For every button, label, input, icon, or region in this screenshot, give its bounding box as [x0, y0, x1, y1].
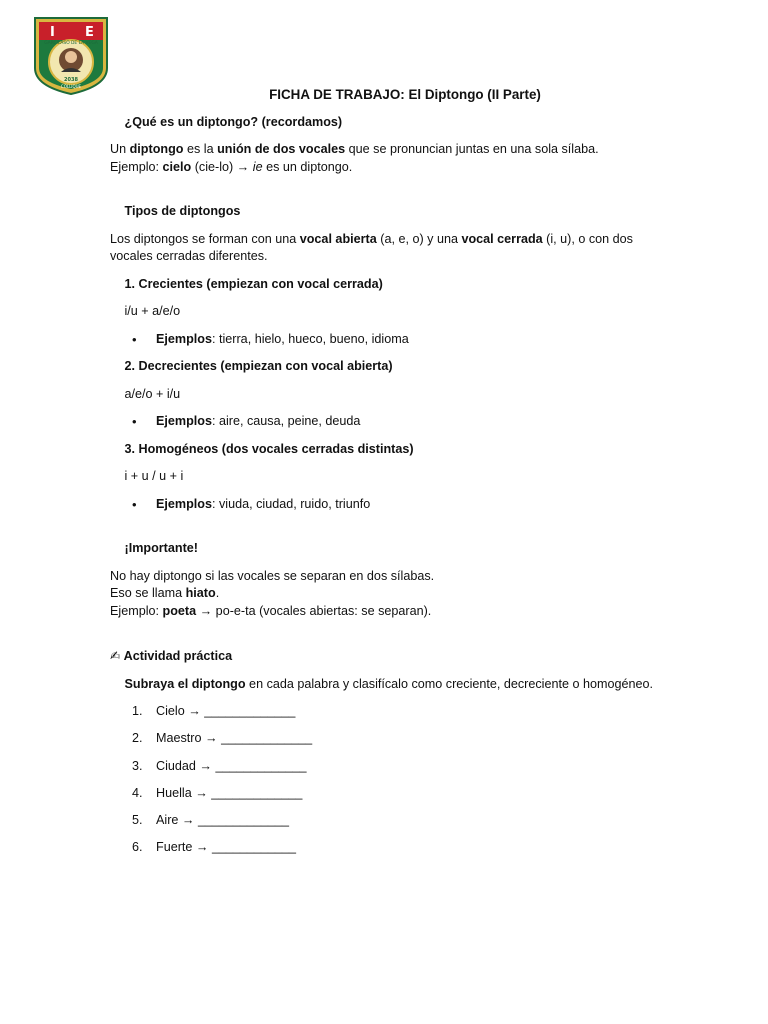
activity-list	[110, 703, 670, 857]
svg-text:COLLIQUE: COLLIQUE	[60, 84, 82, 89]
svg-text:2038: 2038	[64, 77, 78, 83]
list-item: • Ejemplos: viuda, ciudad, ruido, triunfo	[110, 496, 670, 514]
examples-list	[110, 413, 670, 431]
school-logo	[33, 16, 109, 96]
example-line: Ejemplo: cielo (cie-lo) → ie es un diptongo.	[110, 159, 353, 174]
subheading-crecientes: 1. Crecientes (empiezan con vocal cerrada)	[124, 276, 383, 291]
tipos-intro: Los diptongos se forman con una vocal abierta (a, e, o) y una vocal cerrada (i, u), o con dos vocales cerradas diferentes.	[110, 231, 633, 263]
activity-item: 2. Maestro → _____________	[132, 731, 313, 746]
examples-list	[110, 496, 670, 514]
svg-text:GARCILASO DE LA VEGA: GARCILASO DE LA VEGA	[44, 41, 98, 46]
examples-list	[110, 331, 670, 349]
section-heading-importante: ¡Importante!	[124, 541, 198, 555]
activity-instructions: Subraya el diptongo en cada palabra y clasifícalo como creciente, decreciente o homogéneo.	[124, 676, 654, 691]
importante-line: No hay diptongo si las vocales se separan en dos sílabas.	[110, 568, 435, 583]
page-title: FICHA DE TRABAJO: El Diptongo (II Parte)	[269, 87, 541, 102]
svg-text:E: E	[85, 25, 94, 40]
svg-text:I: I	[50, 25, 55, 40]
writing-hand-icon: ✍	[110, 648, 121, 663]
section-heading-tipos: Tipos de diptongos	[124, 204, 241, 218]
definition-line: Un diptongo es la unión de dos vocales que se pronuncian juntas en una sola sílaba.	[110, 142, 599, 156]
activity-item: 3. Ciudad → _____________	[132, 758, 307, 773]
subheading-decrecientes: 2. Decrecientes (empiezan con vocal abierta)	[124, 359, 393, 373]
section-heading-que-es: ¿Qué es un diptongo? (recordamos)	[124, 114, 343, 129]
worksheet	[110, 84, 670, 867]
list-item: • Ejemplos: aire, causa, peine, deuda	[110, 413, 670, 431]
formula-homogeneos: i + u / u + i	[124, 469, 184, 483]
activity-item: 4. Huella → _____________	[132, 785, 303, 800]
importante-line: Eso se llama hiato.	[110, 586, 220, 600]
section-heading-actividad: ✍ Actividad práctica	[110, 648, 233, 663]
importante-line: Ejemplo: poeta → po-e-ta (vocales abiertas: se separan).	[110, 603, 432, 618]
list-item: • Ejemplos: tierra, hielo, hueco, bueno, idioma	[110, 331, 670, 349]
formula-decrecientes: a/e/o + i/u	[124, 386, 181, 401]
formula-crecientes: i/u + a/e/o	[124, 304, 181, 318]
activity-item: 6. Fuerte → ____________	[132, 840, 297, 855]
activity-item: 1. Cielo → _____________	[132, 704, 296, 718]
subheading-homogeneos: 3. Homogéneos (dos vocales cerradas distintas)	[124, 441, 414, 456]
activity-item: 5. Aire → _____________	[132, 813, 290, 828]
